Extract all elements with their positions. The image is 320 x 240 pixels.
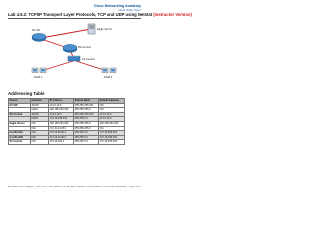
title-suffix: (Instructor Version) <box>153 12 192 17</box>
header-interface: Interface <box>31 99 49 104</box>
cisco-tagline: Mind Wide Open <box>118 8 141 12</box>
cell-subnet-mask: 255.255.255.0 <box>74 121 99 126</box>
cell-device: Eagle Server <box>9 121 31 126</box>
cell-default-gateway: N/A <box>99 103 125 108</box>
cell-interface: N/A <box>31 126 49 131</box>
cell-device: R1-ISP <box>9 103 31 108</box>
topology-diagram <box>22 21 126 81</box>
cell-interface: N/A <box>31 135 49 140</box>
cell-ip-address: 172.16.Pod#.2 <box>49 135 74 140</box>
addressing-table-heading: Addressing Table <box>8 91 45 96</box>
table-body <box>9 103 125 144</box>
cell-ip-address: 172.16.255.254 <box>49 117 74 122</box>
cell-default-gateway: N/A <box>99 126 125 131</box>
label-r1: R1-ISP <box>32 29 41 32</box>
cell-default-gateway: 172.16.255.254 <box>99 131 125 136</box>
footer-copyright: All contents are Copyright © 1992–2007 Cisco Systems, Inc. All rights reserved. This document is Cisco Public Information. <box>8 186 128 188</box>
cell-device: hostPod#A <box>9 131 31 136</box>
footer-page-number: Page 1 of 10 <box>128 186 141 188</box>
cell-default-gateway: 10.10.10.6 <box>99 117 125 122</box>
document-page <box>0 0 192 198</box>
cell-device: S1-Central <box>9 140 31 145</box>
cell-default-gateway: 172.16.255.254 <box>99 140 125 145</box>
cell-default-gateway: 172.16.255.254 <box>99 135 125 140</box>
cell-ip-address: 10.10.10.5 <box>49 112 74 117</box>
label-s1: S1-Central <box>82 58 95 61</box>
cell-subnet-mask: 255.255.0.0 <box>74 131 99 136</box>
cell-default-gateway: 10.10.10.6 <box>99 112 125 117</box>
cell-ip-address: 192.168.254.254 <box>49 121 74 126</box>
page-footer <box>8 186 141 188</box>
cell-device: hostPod#B <box>9 135 31 140</box>
link-r1-eagle <box>41 29 91 38</box>
header-device: Device <box>9 99 31 104</box>
cell-device: R2-Central <box>9 112 31 117</box>
cell-ip-address: 10.10.10.6 <box>49 103 74 108</box>
page-title <box>8 12 192 17</box>
cell-default-gateway: N/A <box>99 108 125 113</box>
cell-interface: Fa0/0 <box>31 117 49 122</box>
pod2-hosts-icon <box>102 68 116 79</box>
pod1-hosts-icon <box>32 68 46 79</box>
cell-default-gateway: 192.168.254.253 <box>99 121 125 126</box>
cell-subnet-mask: 255.255.0.0 <box>74 117 99 122</box>
cell-interface: N/A <box>31 140 49 145</box>
cell-interface: S0/0/0 <box>31 103 49 108</box>
cisco-header <box>94 4 141 12</box>
cell-ip-address: 172.16.254.1 <box>49 140 74 145</box>
cell-ip-address: 192.168.254.253 <box>49 108 74 113</box>
label-r2: R2-Central <box>78 46 91 49</box>
router-r1-icon <box>32 28 46 41</box>
header-default-gateway: Default Gateway <box>99 99 125 104</box>
label-pod2: Pod# 2 <box>104 76 113 79</box>
cell-subnet-mask: 255.255.255.0 <box>74 126 99 131</box>
cell-interface: S0/0/0 <box>31 112 49 117</box>
cell-interface: N/A <box>31 121 49 126</box>
title-main: Lab 4.5.2: TCP/IP Transport Layer Protocols, TCP and UDP using Netstat <box>8 12 153 17</box>
header-ip-address: IP Address <box>49 99 74 104</box>
cell-subnet-mask: 255.255.255.252 <box>74 103 99 108</box>
label-eagle-server: Eagle Server <box>97 28 112 31</box>
cisco-brand-label: Cisco Networking Academy <box>93 4 141 8</box>
switch-s1-icon <box>68 56 95 61</box>
table-row <box>9 140 125 145</box>
cell-ip-address: 172.16.Pod#.1 <box>49 131 74 136</box>
cell-subnet-mask: 255.255.255.0 <box>74 108 99 113</box>
title-divider <box>8 18 141 19</box>
cell-interface: Fa0/0 <box>31 108 49 113</box>
cell-interface: N/A <box>31 131 49 136</box>
label-pod1: Pod# 1 <box>34 76 43 79</box>
router-r2-icon <box>63 44 91 52</box>
cell-ip-address: 172.31.24.254 <box>49 126 74 131</box>
addressing-table <box>8 98 125 145</box>
cell-subnet-mask: 255.255.0.0 <box>74 135 99 140</box>
header-subnet-mask: Subnet Mask <box>74 99 99 104</box>
eagle-server-icon <box>88 24 112 34</box>
cell-subnet-mask: 255.255.0.0 <box>74 140 99 145</box>
cell-subnet-mask: 255.255.255.252 <box>74 112 99 117</box>
